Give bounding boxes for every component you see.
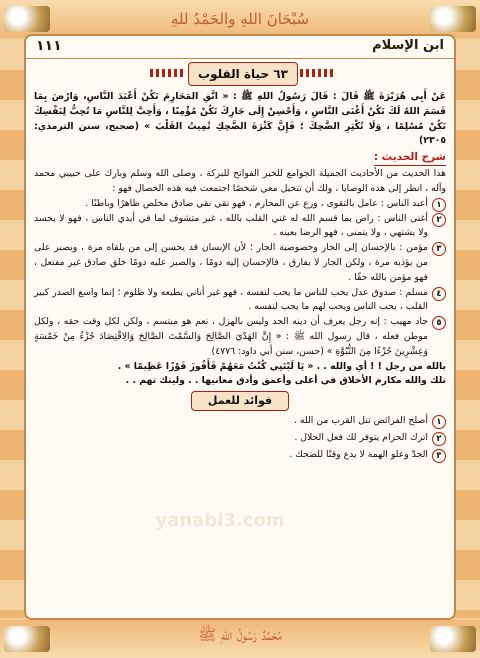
item-text: أعبد الناس : عامل بالتقوى ، ورع عن المحارم ، فهو تقي نقي صادق مخلص ظاهرًا وباطنًا . xyxy=(85,197,428,209)
item-number: ٢ xyxy=(432,213,446,227)
item-number: ٣ xyxy=(432,449,446,463)
item-text: الجدّ وعلو الهمة لا يدع وقتًا للضحك . xyxy=(289,449,428,461)
item-number: ٤ xyxy=(432,287,446,301)
top-calligraphy: سُبْحَانَ اللهِ والحَمْدُ للهِ xyxy=(170,10,310,28)
fawaid-list xyxy=(34,414,446,463)
item-number: ٣ xyxy=(432,242,446,256)
content-panel xyxy=(24,34,456,620)
list-item xyxy=(34,241,446,285)
closing-line: تلك والله مكارم الأخلاق في أعلى وأعمق وأدق معانيها . . وليتك تهم . . xyxy=(125,375,446,387)
book-title: ابن الإسلام xyxy=(372,38,444,53)
list-item xyxy=(34,197,446,212)
item-number: ١ xyxy=(432,198,446,212)
bottom-calligraphy: مُحَمَّدٌ رَسُولُ اللهِ ﷺ xyxy=(198,626,282,644)
hadith-text: عَنْ أَبِي هُرَيْرَةَ ﷺ قَالَ : قَالَ رَسُولُ اللهِ ﷺ : « اتَّقِ المَحَارِمَ تَكُنْ أَعْبَدَ النَّاسِ، وَارْضَ بِمَا قَسَمَ اللهُ لَكَ تَكُنْ أَغْنَى النَّاسِ ، وَأَحْسِنْ إِلَى جَارِكَ تَكُنْ مُؤْمِنًا ، وَأَحِبَّ لِلنَّاسِ مَا تُحِبُّ لِنَفْسِكَ تَكُنْ مُسْلِمًا ، وَلَا تُكْثِرِ الضَّحِكَ ؛ فَإِنَّ كَثْرَةَ الضَّحِكِ تُمِيتُ القَلْبَ » (صحيح، سنن الترمذي: ٢٣٠٥) xyxy=(34,91,446,147)
item-text: أصلح الفرائض تنل القرب من الله . xyxy=(293,415,428,427)
list-item xyxy=(34,315,446,359)
list-item xyxy=(34,448,446,463)
item-text: اترك الحرام يتوفر لك فعل الحلال . xyxy=(294,432,428,444)
closing-line: بالله من رجل ! ! أي والله . . « يَا لَيْتَنِي كُنْتُ مَعَهُمْ فَأَفُوزَ فَوْزًا عَظِيمًا » . xyxy=(117,360,446,372)
intro-paragraph: هذا الحديث من الأحاديث الجميلة الجوامع للخير الفواتح للبركة ، وصلى الله وسلم وبارك على حبيبي محمد وآله ، انظر إلى هذه الوصايا ، ولك أن تتخيل معي شخصًا اجتمعت فيه هذه الخصال فهو : xyxy=(34,167,446,194)
item-number: ٢ xyxy=(432,432,446,446)
fawaid-heading-wrap xyxy=(34,391,446,411)
list-item xyxy=(34,431,446,446)
item-text: مسلم : صدوق عدل يحب للناس ما يحب لنفسه ، فهو غير أناني يطيعه ولا ظلوم ؛ إنما واسع الصدر كبير القلب ، يحب الناس ويحب لهم ما يحب لنفسه . xyxy=(34,286,428,313)
page-number: ١١١ xyxy=(36,38,62,54)
list-item xyxy=(34,414,446,429)
item-text: أغنى الناس : راض بما قسم الله له غني القلب بالله ، غير متشوف لما في أيدي الناس ، فهو لا يحسد ولا يشتهي ، ولا يتمنى ، فهو الرضا بعينه . xyxy=(34,212,428,239)
item-text: جاد مهيب : إنه رجل يعرف أن دينه الجد وليس بالهزل ، نعم هو مبتسم ، ولكن لكل وقت حقه ، ولكل موطن فعله ، قال رسول الله ﷺ : « إِنَّ الهَدْيَ الصَّالِحَ وَالسَّمْتَ الصَّالِحَ وَالِاقْتِصَادَ جُزْءٌ مِنْ خَمْسَةٍ وَعِشْرِينَ جُزْءًا مِنَ النُّبُوَّةِ » (حسن، سنن أبي داود: ٤٧٧٦) xyxy=(34,316,428,357)
fawaid-heading: فوائد للعمل xyxy=(191,391,289,411)
list-item xyxy=(34,286,446,316)
title-ornament-left xyxy=(150,69,184,77)
chapter-title: ٦٣ حياة القلوب xyxy=(188,62,298,86)
sharh-heading: شرح الحديث : xyxy=(374,150,446,166)
item-number: ٥ xyxy=(432,316,446,330)
watermark: yanabi3.com xyxy=(155,510,285,531)
title-ornament-right xyxy=(300,69,334,77)
page-content xyxy=(34,90,446,618)
item-text: مؤمن : بالإحسان إلى الجار وخصوصية الجار ؛ لأن الإنسان قد يحسن إلى من يلقاه مرة ، ويصبر على من يؤذيه مرة ، ولكن الجار لا يفارق ، فالإحسان إليه دومًا ، والصبر عليه دومًا خلق صادق غير مفتعل ، فهو مؤمن بالله حقًا . xyxy=(34,242,428,283)
list-item xyxy=(34,212,446,242)
page-header xyxy=(26,36,454,59)
item-number: ١ xyxy=(432,415,446,429)
